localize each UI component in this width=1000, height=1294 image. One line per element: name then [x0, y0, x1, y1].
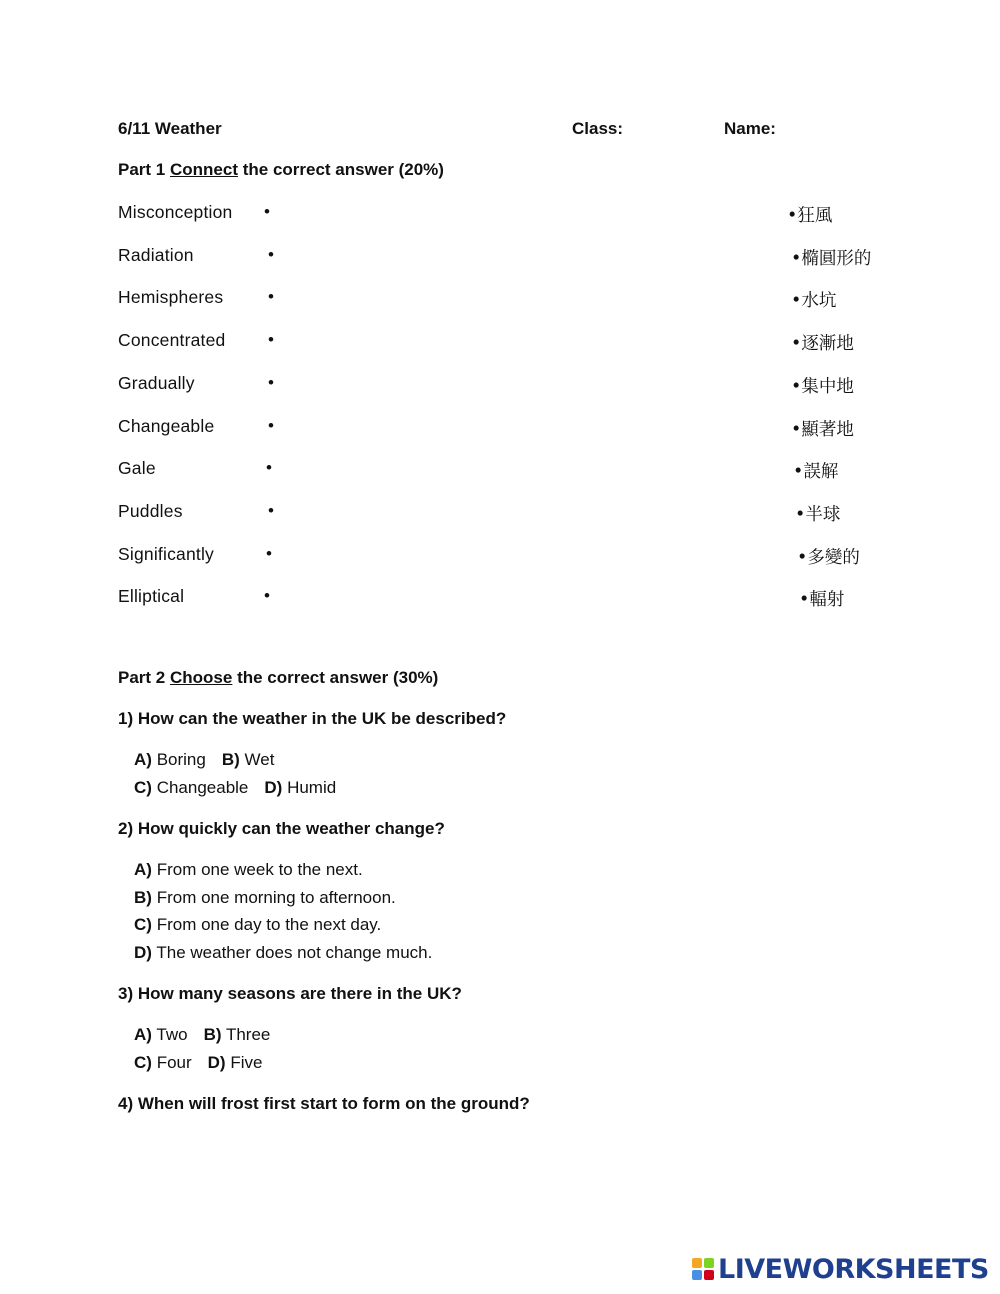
chinese-term — [791, 373, 854, 398]
left-connector-dot[interactable]: • — [268, 372, 274, 392]
question-4: 4) When will frost first start to form on the ground? — [118, 1094, 530, 1113]
chinese-term-text: 顯著地 — [801, 419, 854, 440]
option-letter: C) — [134, 1052, 152, 1072]
option-line — [134, 1025, 286, 1045]
left-connector-dot[interactable]: • — [266, 458, 272, 478]
right-connector-dot[interactable]: • — [795, 504, 806, 525]
match-row — [0, 287, 1000, 315]
chinese-term — [797, 544, 860, 569]
logo-text: LIVEWORKSHEETS — [718, 1253, 989, 1285]
option-text: Four — [156, 1052, 192, 1072]
part1-title — [118, 160, 444, 180]
left-connector-dot[interactable]: • — [264, 202, 270, 221]
match-row — [0, 586, 1000, 614]
option-letter: D) — [207, 1052, 226, 1072]
chinese-term — [791, 245, 871, 270]
right-connector-dot[interactable]: • — [791, 376, 802, 397]
answer-option[interactable] — [134, 1053, 192, 1072]
chinese-term — [795, 501, 840, 526]
english-term: Concentrated — [118, 330, 226, 351]
right-connector-dot[interactable]: • — [787, 206, 798, 226]
left-connector-dot[interactable]: • — [268, 500, 274, 520]
answer-option[interactable] — [264, 778, 336, 797]
option-line — [134, 915, 397, 935]
left-connector-dot[interactable]: • — [264, 586, 270, 606]
option-text: Two — [156, 1025, 188, 1044]
chinese-term-text: 半球 — [805, 504, 841, 525]
match-row — [0, 416, 1000, 444]
part2-title — [118, 668, 438, 688]
option-text: Three — [225, 1025, 271, 1044]
answer-option[interactable] — [134, 750, 206, 769]
match-row — [0, 544, 1000, 572]
question-2: 2) How quickly can the weather change? — [118, 819, 445, 838]
match-row — [0, 245, 1000, 273]
option-line — [134, 750, 290, 770]
english-term: Gale — [118, 458, 156, 479]
option-text: Humid — [287, 777, 337, 797]
right-connector-dot[interactable]: • — [799, 590, 810, 611]
left-connector-dot[interactable]: • — [268, 287, 274, 307]
english-term: Significantly — [118, 543, 214, 564]
option-letter: C) — [134, 777, 152, 797]
english-term: Radiation — [118, 244, 194, 265]
english-term: Hemispheres — [118, 287, 224, 308]
match-row — [0, 458, 1000, 486]
answer-option[interactable] — [204, 1025, 271, 1044]
class-label: Class: — [572, 119, 624, 138]
question-1: 1) How can the weather in the UK be described? — [118, 709, 507, 728]
option-text: From one morning to afternoon. — [156, 887, 396, 907]
name-label: Name: — [724, 119, 776, 138]
chinese-term-text: 多變的 — [807, 547, 860, 568]
chinese-term-text: 橢圓形的 — [801, 248, 872, 269]
english-term: Changeable — [118, 415, 215, 436]
option-line — [134, 1053, 278, 1073]
option-letter: B) — [134, 887, 152, 907]
option-letter: D) — [134, 942, 152, 962]
chinese-term — [791, 287, 836, 312]
chinese-term-text: 誤解 — [803, 462, 839, 483]
answer-option[interactable] — [222, 750, 275, 769]
match-row — [0, 330, 1000, 358]
match-row — [0, 373, 1000, 401]
english-term: Elliptical — [118, 586, 185, 607]
chinese-term — [793, 458, 838, 483]
question-3: 3) How many seasons are there in the UK? — [118, 984, 462, 1003]
left-connector-dot[interactable]: • — [266, 543, 272, 563]
chinese-term — [799, 586, 844, 611]
option-letter: A) — [134, 860, 152, 879]
logo-mark-icon — [692, 1258, 714, 1280]
chinese-term-text: 逐漸地 — [801, 334, 854, 355]
option-text: The weather does not change much. — [156, 942, 433, 962]
part1-suffix: the correct answer (20%) — [242, 160, 444, 179]
liveworksheets-logo — [692, 1252, 989, 1286]
left-connector-dot[interactable]: • — [268, 244, 274, 264]
chinese-term — [791, 416, 854, 441]
chinese-term-text: 水坑 — [801, 291, 837, 312]
option-letter: C) — [134, 915, 152, 935]
chinese-term — [787, 202, 832, 227]
right-connector-dot[interactable]: • — [791, 291, 802, 312]
part1-keyword: Connect — [169, 160, 238, 179]
answer-option[interactable] — [134, 943, 432, 962]
option-text: Boring — [156, 750, 206, 769]
left-connector-dot[interactable]: • — [268, 415, 274, 435]
option-line — [134, 888, 412, 908]
option-letter: A) — [134, 750, 152, 769]
worksheet-title: 6/11 Weather — [118, 119, 222, 138]
english-term: Gradually — [118, 372, 195, 393]
match-row — [0, 501, 1000, 529]
chinese-term-text: 狂風 — [797, 206, 833, 226]
right-connector-dot[interactable]: • — [797, 547, 808, 568]
option-letter: B) — [203, 1025, 222, 1044]
answer-option[interactable] — [134, 915, 381, 934]
answer-option[interactable] — [208, 1053, 263, 1072]
option-text: Wet — [244, 750, 275, 769]
option-letter: A) — [134, 1025, 152, 1044]
option-line — [134, 778, 352, 798]
answer-option[interactable] — [134, 1025, 188, 1044]
option-text: From one week to the next. — [156, 860, 363, 879]
right-connector-dot[interactable]: • — [791, 334, 802, 355]
match-row — [0, 202, 1000, 230]
option-text: Five — [230, 1052, 263, 1072]
chinese-term — [791, 330, 854, 355]
option-line — [134, 860, 379, 880]
answer-option[interactable] — [134, 860, 363, 879]
part2-keyword: Choose — [169, 668, 233, 687]
option-text: From one day to the next day. — [156, 915, 382, 935]
chinese-term-text: 集中地 — [801, 376, 854, 397]
english-term: Puddles — [118, 500, 183, 521]
answer-option[interactable] — [134, 778, 248, 797]
option-text: Changeable — [156, 777, 249, 797]
part2-suffix: the correct answer (30%) — [237, 668, 439, 687]
chinese-term-text: 輻射 — [809, 590, 845, 611]
option-letter: B) — [221, 750, 240, 769]
part1-prefix: Part 1 — [118, 160, 166, 179]
answer-option[interactable] — [134, 888, 396, 907]
right-connector-dot[interactable]: • — [793, 462, 804, 483]
english-term: Misconception — [118, 202, 233, 222]
right-connector-dot[interactable]: • — [791, 248, 802, 269]
right-connector-dot[interactable]: • — [791, 419, 802, 440]
left-connector-dot[interactable]: • — [268, 330, 274, 350]
part2-prefix: Part 2 — [118, 668, 166, 687]
option-line — [134, 943, 448, 963]
option-letter: D) — [264, 777, 283, 797]
